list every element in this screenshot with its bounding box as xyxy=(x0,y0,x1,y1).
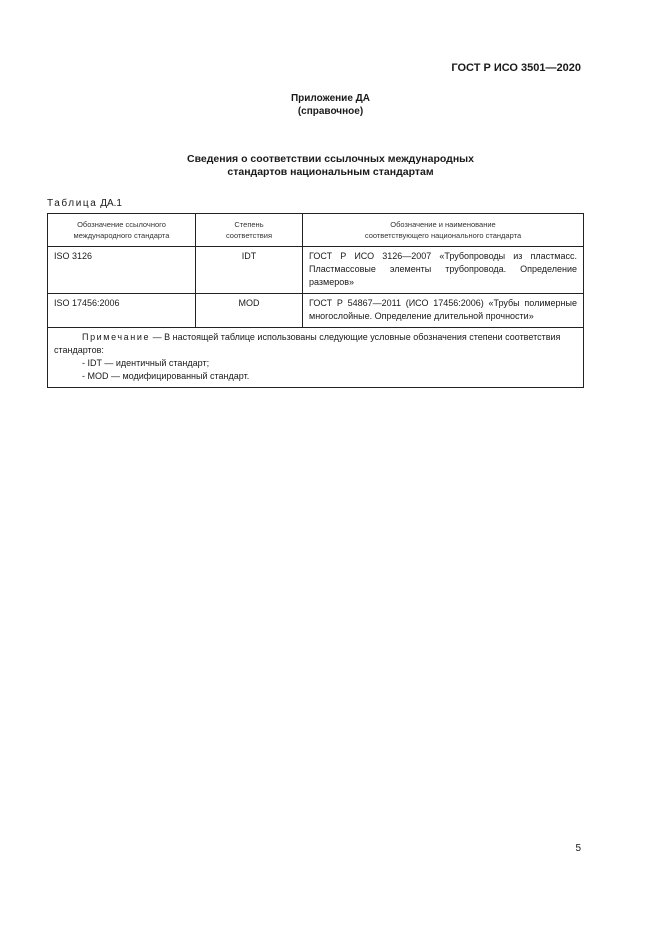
section-title-line-2: стандартов национальным стандартам xyxy=(227,166,434,178)
header-line: Степень xyxy=(234,220,264,229)
international-standard-code: ISO 17456:2006 xyxy=(48,294,196,328)
national-standard: ГОСТ Р ИСО 3126—2007 «Трубопроводы из пластмасс. Пластмассовые элементы трубопровода. Определение размеров» xyxy=(303,247,584,294)
note-body: — В настоящей таблице использованы следующие условные обозначения степени соответствия стандартов: xyxy=(54,332,561,355)
note-text xyxy=(54,331,577,357)
table-note xyxy=(48,328,584,388)
note-label: Примечание xyxy=(82,332,151,342)
appendix-heading xyxy=(0,92,661,118)
table-row xyxy=(48,294,584,328)
header-line: Обозначение ссылочного xyxy=(77,220,166,229)
header-line: соответствующего национального стандарта xyxy=(364,231,522,240)
table-row xyxy=(48,247,584,294)
international-standard-code: ISO 3126 xyxy=(48,247,196,294)
national-standard: ГОСТ Р 54867—2011 (ИСО 17456:2006) «Трубы полимерные многослойные. Определение длительной прочности» xyxy=(303,294,584,328)
table-caption xyxy=(47,198,122,209)
note-item: - IDT — идентичный стандарт; xyxy=(82,358,210,368)
header-international-standard xyxy=(48,214,196,247)
header-national-standard xyxy=(303,214,584,247)
table-note-row xyxy=(48,328,584,388)
correspondence-degree: IDT xyxy=(196,247,303,294)
document-code: ГОСТ Р ИСО 3501—2020 xyxy=(451,62,581,74)
appendix-title: Приложение ДА xyxy=(290,93,371,104)
section-title xyxy=(0,153,661,179)
correspondence-degree: MOD xyxy=(196,294,303,328)
header-degree xyxy=(196,214,303,247)
table-caption-word: Таблица xyxy=(47,198,98,209)
table-caption-number: ДА.1 xyxy=(100,198,122,209)
section-title-line-1: Сведения о соответствии ссылочных международных xyxy=(187,153,474,165)
header-line: Обозначение и наименование xyxy=(390,220,496,229)
header-line: международного стандарта xyxy=(73,231,170,240)
appendix-subtitle: (справочное) xyxy=(297,106,364,117)
note-item: - MOD — модифицированный стандарт. xyxy=(82,371,250,381)
header-line: соответствия xyxy=(225,231,273,240)
page-number: 5 xyxy=(575,843,581,854)
correspondence-table xyxy=(47,213,584,388)
table-header-row xyxy=(48,214,584,247)
